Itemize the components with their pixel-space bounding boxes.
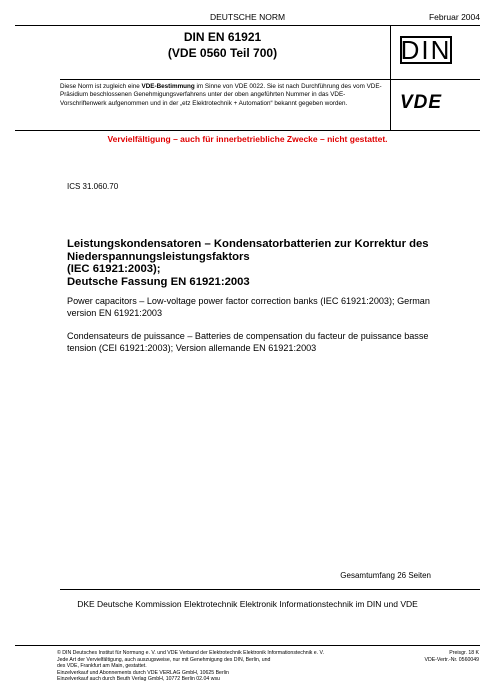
- title-de-line: Niederspannungsleistungsfaktors: [67, 250, 250, 263]
- title-en-line: Power capacitors – Low-voltage power factor correction banks (IEC 61921:2003); German: [67, 296, 430, 306]
- header-rule: [15, 25, 480, 26]
- total-pages: Gesamtumfang 26 Seiten: [340, 571, 431, 580]
- title-french: [67, 331, 467, 354]
- standard-number: DIN EN 61921: [183, 30, 262, 44]
- vde-classification: (VDE 0560 Teil 700): [167, 46, 278, 60]
- title-fr-line: tension (CEI 61921:2003); Version allemande EN 61921:2003: [67, 342, 317, 353]
- order-number: VDE-Vertr.-Nr. 0560049: [424, 656, 479, 663]
- footer-copyright: [57, 650, 377, 683]
- logo-divider: [390, 26, 391, 130]
- footer-pricing: [404, 650, 479, 663]
- footer-rule: [15, 645, 480, 646]
- notice-text-bold: VDE-Bestimmung: [141, 83, 195, 90]
- title-english: [67, 296, 467, 319]
- vde-logo: VDE: [400, 92, 443, 113]
- notice-text-before: Diese Norm ist zugleich eine: [60, 83, 142, 90]
- notice-rule: [15, 130, 480, 131]
- standard-type-label: DEUTSCHE NORM: [209, 12, 286, 22]
- dke-committee: DKE Deutsche Kommission Elektrotechnik Elektronik Informationstechnik im DIN und VDE: [77, 599, 418, 609]
- pages-rule: [60, 589, 480, 590]
- title-rule: [60, 79, 480, 80]
- footer-line: des VDE, Frankfurt am Main, gestattet.: [57, 663, 147, 669]
- footer-line: Einzelverkauf auch durch Beuth Verlag GmbH, 10772 Berlin 02.04 wsu: [57, 676, 220, 682]
- ics-code: ICS 31.060.70: [67, 182, 119, 191]
- reproduction-notice: Vervielfältigung – auch für innerbetriebliche Zwecke – nicht gestattet.: [107, 134, 388, 144]
- title-de-line: Leistungskondensatoren – Kondensatorbatterien zur Korrektur des: [67, 238, 429, 250]
- footer-line: Jede Art der Vervielfältigung, auch auszugsweise, nur mit Genehmigung des DIN, Berlin, und: [57, 656, 271, 663]
- title-de-line: (IEC 61921:2003);: [67, 263, 161, 275]
- din-logo: [400, 36, 452, 64]
- title-de-line: Deutsche Fassung EN 61921:2003: [67, 275, 250, 288]
- title-german: [67, 238, 467, 288]
- title-fr-line: Condensateurs de puissance – Batteries de compensation du facteur de puissance basse: [67, 331, 429, 341]
- vde-notice: [60, 83, 390, 108]
- title-block: [60, 29, 385, 75]
- notice-text-after: im Sinne von VDE 0022. Sie ist nach Durchführung des vom VDE-Präsidium beschlossenen Genehmigungsverfahrens unter der oben angeführten Nummer in das VDE-Vorschriftenwerk aufgenommen und in der „etz Elektrotechnik + Automation“ bekannt gegeben worden.: [60, 83, 382, 107]
- footer-line: © DIN Deutsches Institut für Normung e. V. und VDE Verband der Elektrotechnik Elektronik Informationstechnik e. V.: [57, 650, 324, 656]
- price-group: Preisgr. 18 K: [449, 650, 479, 656]
- publication-date: Februar 2004: [428, 12, 480, 22]
- title-en-line: version EN 61921:2003: [67, 307, 163, 318]
- din-logo-text: DIN: [400, 34, 452, 65]
- footer-line: Einzelverkauf und Abonnements durch VDE VERLAG GmbH, 10625 Berlin: [57, 669, 229, 676]
